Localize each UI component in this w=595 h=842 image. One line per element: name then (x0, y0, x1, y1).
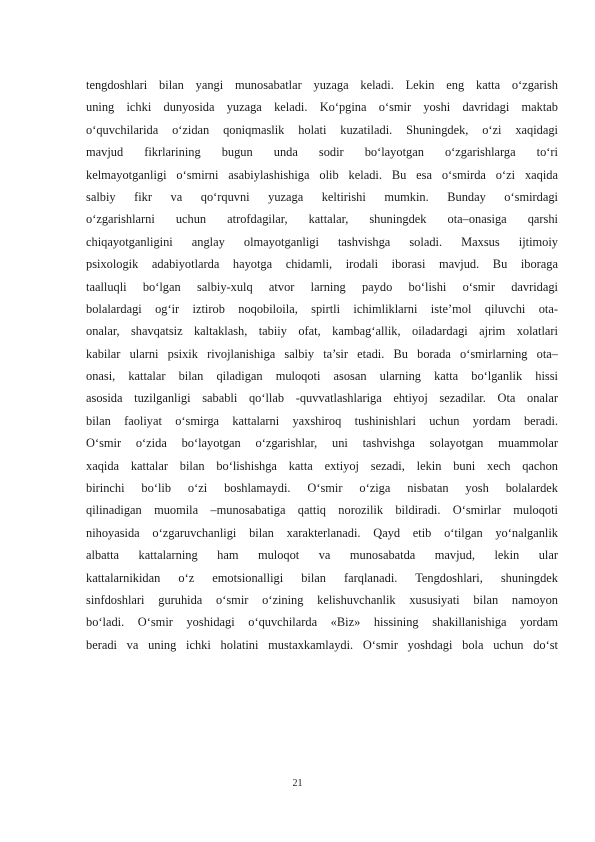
text-line: kabilar ularni psixik rivojlanishiga salbiy ta’sir etadi. Bu borada o‘smirlarning ota– (86, 346, 558, 361)
text-line: onalar, shavqatsiz kaltaklash, tabiiy ofat, kambag‘allik, oiladardagi ajrim xolatlari (86, 324, 558, 339)
text-line: kattalarnikidan o‘z emotsionalligi bilan farqlanadi. Tengdoshlari, shuningdek (86, 570, 558, 585)
text-line: o‘zgarishlarni uchun atrofdagilar, kattalar, shuningdek ota–onasiga qarshi (86, 212, 558, 227)
text-line: mavjud fikrlarining bugun unda sodir bo‘layotgan o‘zgarishlarga to‘ri (86, 145, 558, 160)
body-text (86, 74, 558, 656)
text-line: o‘quvchilarida o‘zidan qoniqmaslik holati kuzatiladi. Shuningdek, o‘zi xaqidagi (86, 122, 558, 137)
text-line: O‘smir o‘zida bo‘layotgan o‘zgarishlar, uni tashvishga solayotgan muammolar (86, 436, 558, 451)
page-number: 21 (292, 778, 303, 789)
text-line: chiqayotganligini anglay olmayotganligi tashvishga soladi. Maxsus ijtimoiy (86, 234, 558, 249)
text-line: uning ichki dunyosida yuzaga keladi. Ko‘pgina o‘smir yoshi davridagi maktab (86, 100, 558, 115)
text-line: qilinadigan muomila –munosabatiga qattiq norozilik bildiradi. O‘smirlar muloqoti (86, 503, 558, 518)
text-line: sinfdoshlari guruhida o‘smir o‘zining kelishuvchanlik xususiyati bilan namoyon (86, 592, 558, 607)
text-line: kelmayotganligi o‘smirni asabiylashishiga olib keladi. Bu esa o‘smirda o‘zi xaqida (86, 167, 558, 182)
text-line: psixologik adabiyotlarda hayotga chidamli, irodali iborasi mavjud. Bu iboraga (86, 257, 558, 272)
text-line: bolalardagi og‘ir iztirob noqobiloila, spirtli ichimliklarni iste’mol qiluvchi ota- (86, 301, 558, 316)
text-line: albatta kattalarning ham muloqot va munosabatda mavjud, lekin ular (86, 548, 558, 563)
text-line: nihoyasida o‘zgaruvchanligi bilan xarakterlanadi. Qayd etib o‘tilgan yo‘nalganlik (86, 525, 558, 540)
text-line: asosida tuzilganligi sababli qo‘llab -quvvatlashlariga ehtiyoj sezadilar. Ota onalar (86, 391, 558, 406)
text-line: bo‘ladi. O‘smir yoshidagi o‘quvchilarda «Biz» hissining shakillanishiga yordam (86, 615, 558, 630)
text-line: bilan faoliyat o‘smirga kattalarni yaxshiroq tushinishlari uchun yordam beradi. (86, 413, 558, 428)
text-line: birinchi bo‘lib o‘zi boshlamaydi. O‘smir o‘ziga nisbatan yosh bolalardek (86, 481, 558, 496)
text-line: taalluqli bo‘lgan salbiy-xulq atvor larning paydo bo‘lishi o‘smir davridagi (86, 279, 558, 294)
text-line: xaqida kattalar bilan bo‘lishishga katta extiyoj sezadi, lekin buni xech qachon (86, 458, 558, 473)
text-line: salbiy fikr va qo‘rquvni yuzaga keltirishi mumkin. Bunday o‘smirdagi (86, 189, 558, 204)
text-line: onasi, kattalar bilan qiladigan muloqoti asosan ularning katta bo‘lganlik hissi (86, 369, 558, 384)
text-line: tengdoshlari bilan yangi munosabatlar yuzaga keladi. Lekin eng katta o‘zgarish (86, 78, 558, 92)
text-line: beradi va uning ichki holatini mustaxkamlaydi. O‘smir yoshdagi bola uchun do‘st (86, 637, 558, 652)
